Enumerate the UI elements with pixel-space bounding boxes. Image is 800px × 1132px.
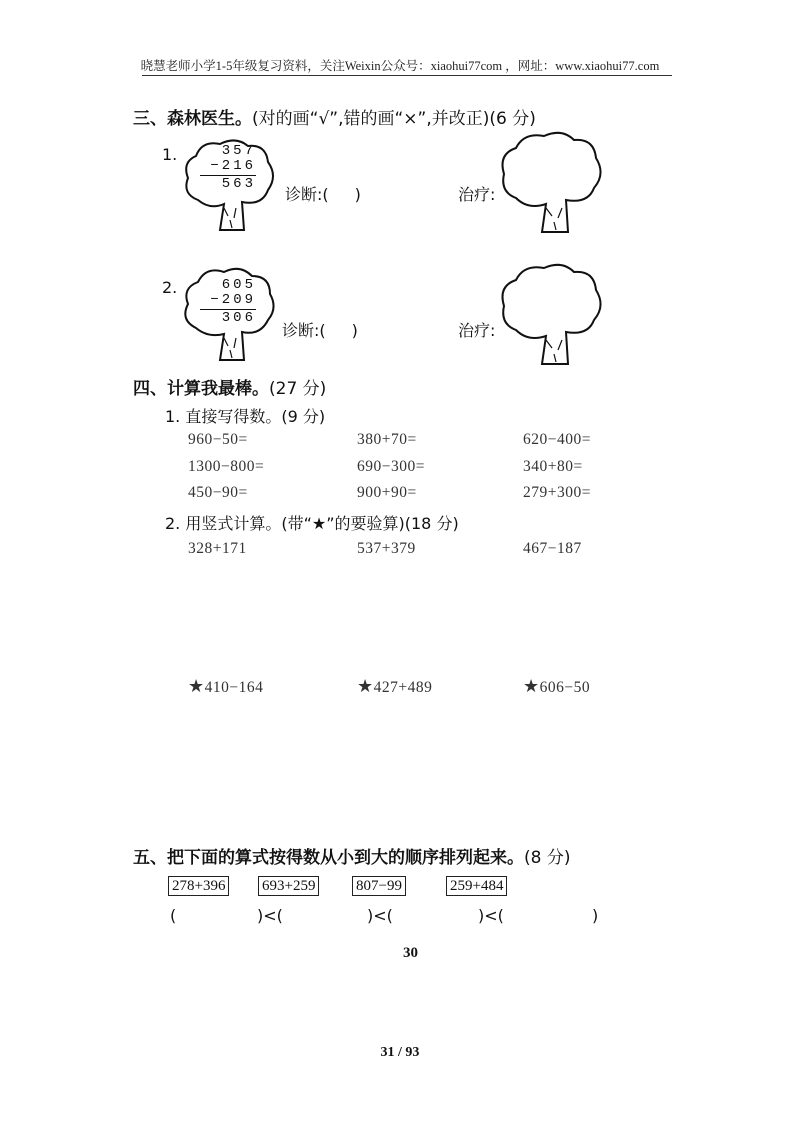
- star-icon: ★: [523, 676, 540, 696]
- expr-box-2: 693+259: [258, 876, 319, 896]
- diagnosis-1: [285, 182, 361, 205]
- calc-1-result: 563: [221, 176, 256, 192]
- calc-r3c3: 279+300=: [523, 484, 591, 501]
- vcalc-2: 537+379: [357, 540, 416, 557]
- vcalc-4-expr: 410−164: [204, 679, 264, 696]
- calc-r1c3: 620−400=: [523, 431, 591, 448]
- problem-2-number: 2.: [162, 278, 178, 297]
- vertical-calc-2: [200, 278, 256, 326]
- tree-icon: [498, 130, 608, 240]
- treatment-2-label: 治疗:: [458, 321, 496, 340]
- order-sep-1: )<(: [257, 906, 283, 925]
- page-header: 晓慧老师小学1-5年级复习资料，关注Weixin公众号：xiaohui77com ，网址：www.xiaohui77.com: [140, 59, 660, 73]
- header-divider: [142, 75, 672, 76]
- vcalc-4: [188, 676, 263, 697]
- section5-points: (8 分): [524, 848, 571, 868]
- treatment-1-label: 治疗:: [458, 185, 496, 204]
- vertical-calc-1: [200, 144, 256, 192]
- calc-r2c2: 690−300=: [357, 458, 425, 475]
- part1-title: 1. 直接写得数。(9 分): [165, 407, 326, 426]
- calc-1-bottom: −216: [210, 158, 256, 174]
- calc-r3c2: 900+90=: [357, 484, 417, 501]
- problem-1-number: 1.: [162, 145, 178, 164]
- section4-heading: [133, 374, 326, 399]
- diagnosis-2-close: ): [351, 321, 358, 340]
- order-open: (: [170, 906, 177, 925]
- diagnosis-1-close: ): [354, 185, 361, 204]
- calc-r1c2: 380+70=: [357, 431, 417, 448]
- section5-heading: [133, 843, 570, 868]
- page-number: 30: [403, 945, 418, 961]
- star-icon: ★: [188, 676, 205, 696]
- tree-icon: [498, 262, 608, 372]
- order-sep-2: )<(: [367, 906, 393, 925]
- tree-2-empty: [498, 262, 608, 372]
- expr-box-3: 807−99: [352, 876, 406, 896]
- calc-2-bottom: −209: [210, 292, 256, 308]
- vcalc-5: [357, 676, 432, 697]
- section3-title: 三、森林医生。: [133, 109, 252, 129]
- diagnosis-2: [282, 318, 358, 341]
- expr-box-1: 278+396: [168, 876, 229, 896]
- expr-box-4: 259+484: [446, 876, 507, 896]
- calc-r2c1: 1300−800=: [188, 458, 265, 475]
- section5-title: 五、把下面的算式按得数从小到大的顺序排列起来。: [133, 848, 524, 868]
- section3-instruction: (对的画“√”,错的画“×”,并改正)(6 分): [252, 109, 536, 129]
- section4-title: 四、计算我最棒。: [133, 379, 269, 399]
- calc-r3c1: 450−90=: [188, 484, 248, 501]
- vcalc-1: 328+171: [188, 540, 247, 557]
- calc-r2c3: 340+80=: [523, 458, 583, 475]
- order-close: ): [592, 906, 599, 925]
- diagnosis-1-label: 诊断:(: [285, 185, 329, 204]
- vcalc-5-expr: 427+489: [373, 679, 433, 696]
- tree-1-empty: [498, 130, 608, 240]
- star-icon: ★: [357, 676, 374, 696]
- part2-title: 2. 用竖式计算。(带“★”的要验算)(18 分): [165, 514, 459, 533]
- calc-r1c1: 960−50=: [188, 431, 248, 448]
- vcalc-6: [523, 676, 590, 697]
- vcalc-6-expr: 606−50: [539, 679, 591, 696]
- diagnosis-2-label: 诊断:(: [282, 321, 326, 340]
- calc-2-top: 605: [221, 277, 256, 293]
- calc-2-result: 306: [221, 310, 256, 326]
- calc-1-top: 357: [221, 143, 256, 159]
- tree-2-with-calc: [180, 266, 280, 366]
- section4-points: (27 分): [269, 379, 327, 399]
- section3-heading: [133, 104, 536, 129]
- order-sep-3: )<(: [478, 906, 504, 925]
- vcalc-3: 467−187: [523, 540, 582, 557]
- page-footer: 31 / 93: [380, 1045, 420, 1060]
- tree-1-with-calc: [180, 138, 280, 238]
